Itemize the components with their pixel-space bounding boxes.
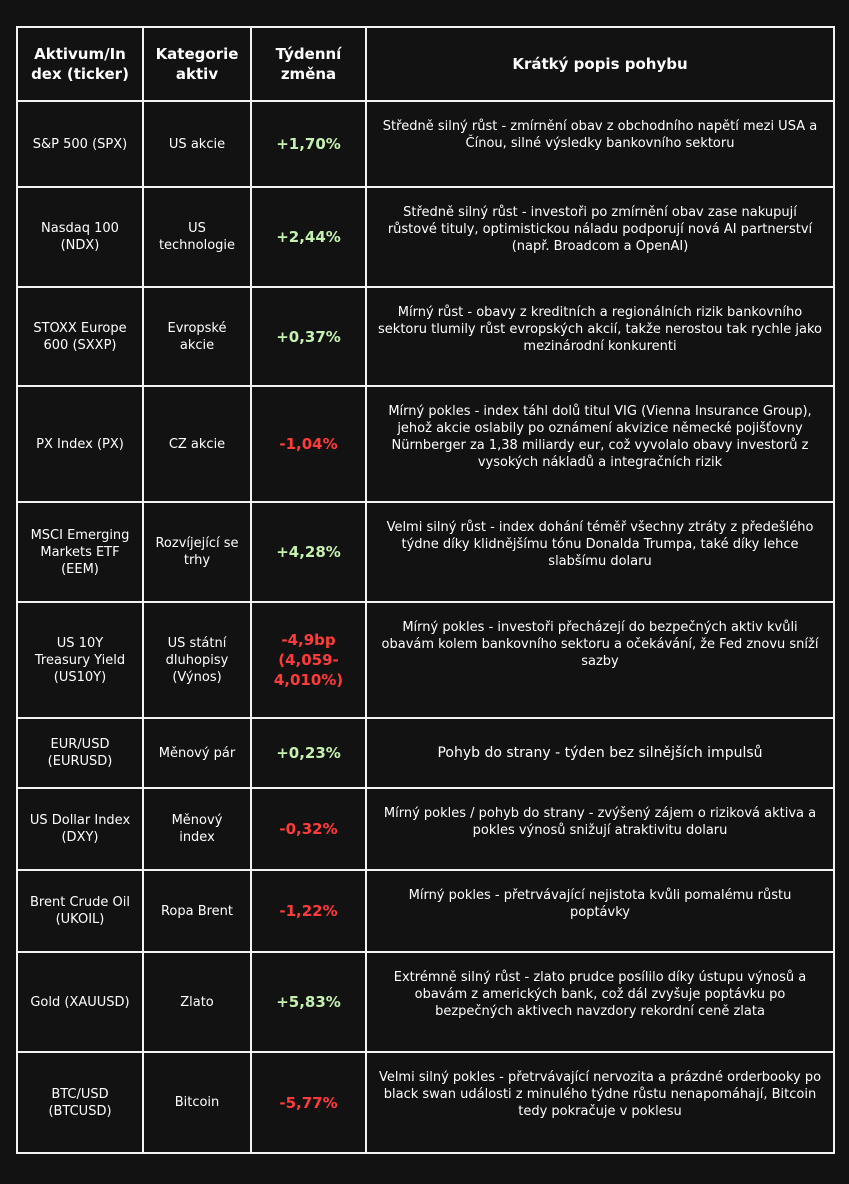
category-name: Rozvíjející se trhy [155, 536, 239, 568]
change-cell [251, 718, 366, 788]
header-description-label: Krátký popis pohybu [512, 55, 688, 73]
movement-description: Mírný pokles - investoři přecházejí do bezpečných aktiv kvůli obavám kolem bankovního sektoru a očekávání, že Fed znovu sníží sazby [381, 620, 819, 669]
header-change-label: Týdenní změna [275, 45, 342, 83]
description-cell [366, 602, 834, 718]
movement-description: Mírný růst - obavy z kreditních a regionálních rizik bankovního sektoru tlumily růst evropských akcií, takže nerostou tak rychle jako mezinárodní konkurenti [378, 305, 822, 354]
description-cell [366, 1052, 834, 1153]
movement-description: Velmi silný růst - index dohání téměř všechny ztráty z předešlého týdne díky klidnějšímu tónu Donalda Trumpa, také díky lehce slabšímu dolaru [386, 520, 814, 569]
category-name: Zlato [180, 994, 214, 1010]
asset-cell [17, 287, 143, 386]
category-name: US technologie [158, 221, 236, 253]
asset-name: US Dollar Index (DXY) [29, 813, 131, 845]
asset-name: BTC/USD (BTCUSD) [48, 1086, 112, 1119]
weekly-change: -1,04% [279, 435, 338, 453]
table-row [17, 718, 834, 788]
movement-description: Mírný pokles / pohyb do strany - zvýšený zájem o riziková aktiva a pokles výnosů snižují atraktivitu dolaru [383, 806, 817, 838]
category-cell [143, 870, 251, 952]
table-row [17, 187, 834, 287]
change-cell [251, 101, 366, 187]
header-row [17, 27, 834, 101]
description-cell [366, 952, 834, 1052]
category-cell [143, 602, 251, 718]
asset-cell [17, 101, 143, 187]
asset-name: Nasdaq 100 (NDX) [41, 221, 119, 253]
asset-cell [17, 187, 143, 287]
category-name: Evropské akcie [167, 320, 227, 353]
category-cell [143, 718, 251, 788]
change-cell [251, 386, 366, 502]
category-cell [143, 287, 251, 386]
category-name: US státní dluhopisy (Výnos) [165, 635, 229, 685]
category-cell [143, 952, 251, 1052]
description-cell [366, 386, 834, 502]
header-asset [17, 27, 143, 101]
table-row [17, 788, 834, 870]
change-cell [251, 1052, 366, 1153]
asset-name: EUR/USD (EURUSD) [47, 737, 113, 769]
change-cell [251, 187, 366, 287]
weekly-change: +5,83% [276, 993, 341, 1011]
change-cell [251, 952, 366, 1052]
asset-cell [17, 952, 143, 1052]
asset-cell [17, 1052, 143, 1153]
change-cell [251, 502, 366, 602]
header-description [366, 27, 834, 101]
category-name: US akcie [168, 136, 226, 152]
asset-cell [17, 602, 143, 718]
category-name: Ropa Brent [160, 903, 234, 919]
table-row [17, 952, 834, 1052]
weekly-change: +0,37% [276, 327, 341, 346]
header-category [143, 27, 251, 101]
asset-name: Gold (XAUUSD) [30, 994, 130, 1010]
table-row [17, 1052, 834, 1153]
change-cell [251, 870, 366, 952]
asset-name: Brent Crude Oil (UKOIL) [30, 895, 130, 927]
table-row [17, 101, 834, 187]
weekly-change: +4,28% [276, 543, 341, 561]
header-asset-label: Aktivum/In dex (ticker) [31, 45, 129, 83]
movement-description: Pohyb do strany - týden bez silnějších impulsů [437, 744, 763, 761]
weekly-change: -5,77% [279, 1093, 338, 1112]
weekly-change: +0,23% [276, 744, 341, 762]
category-name: Měnový index [171, 813, 223, 845]
description-cell [366, 870, 834, 952]
asset-cell [17, 502, 143, 602]
category-name: Měnový pár [158, 745, 236, 761]
market-table [16, 26, 835, 1154]
asset-cell [17, 870, 143, 952]
header-change [251, 27, 366, 101]
asset-name: PX Index (PX) [36, 436, 124, 452]
table-row [17, 287, 834, 386]
description-cell [366, 101, 834, 187]
weekly-change: +1,70% [276, 135, 341, 153]
weekly-change: -4,9bp (4,059- 4,010%) [273, 631, 344, 689]
movement-description: Středně silný růst - investoři po zmírnění obav zase nakupují růstové tituly, optimistickou náladu podporují nová AI partnerství (např. Broadcom a OpenAI) [387, 205, 813, 254]
category-cell [143, 502, 251, 602]
asset-name: US 10Y Treasury Yield (US10Y) [34, 635, 126, 685]
asset-cell [17, 718, 143, 788]
category-cell [143, 788, 251, 870]
category-cell [143, 187, 251, 287]
header-category-label: Kategorie aktiv [155, 45, 239, 83]
category-cell [143, 1052, 251, 1153]
category-name: Bitcoin [174, 1095, 220, 1110]
description-cell [366, 187, 834, 287]
movement-description: Středně silný růst - zmírnění obav z obchodního napětí mezi USA a Čínou, silné výsledky bankovního sektoru [382, 119, 818, 151]
asset-name: S&P 500 (SPX) [32, 136, 128, 152]
movement-description: Velmi silný pokles - přetrvávající nervozita a prázdné orderbooky po black swan události z minulého týdne růstu nenapomáhají, Bitcoin tedy pokračuje v poklesu [378, 1070, 822, 1119]
change-cell [251, 788, 366, 870]
movement-description: Mírný pokles - index táhl dolů titul VIG (Vienna Insurance Group), jehož akcie oslabily po oznámení akvizice německé pojišťovny Nürnberger za 1,38 miliardy eur, což vyvolalo obavy investorů z vysokých nákladů a integračních rizik [388, 404, 812, 470]
movement-description: Mírný pokles - přetrvávající nejistota kvůli pomalému růstu poptávky [408, 888, 792, 920]
table-row [17, 602, 834, 718]
asset-name: STOXX Europe 600 (SXXP) [33, 320, 127, 353]
weekly-change: -1,22% [279, 902, 338, 920]
table-row [17, 870, 834, 952]
category-cell [143, 386, 251, 502]
description-cell [366, 718, 834, 788]
description-cell [366, 788, 834, 870]
movement-description: Extrémně silný růst - zlato prudce posílilo díky ústupu výnosů a obavám z amerických bank, což dál zvyšuje poptávku po bezpečných aktivech navzdory rekordní ceně zlata [393, 970, 807, 1019]
table-row [17, 502, 834, 602]
asset-cell [17, 386, 143, 502]
asset-cell [17, 788, 143, 870]
change-cell [251, 287, 366, 386]
category-name: CZ akcie [168, 436, 226, 452]
description-cell [366, 502, 834, 602]
asset-name: MSCI Emerging Markets ETF (EEM) [30, 527, 130, 577]
table-row [17, 386, 834, 502]
weekly-change: -0,32% [279, 820, 338, 838]
description-cell [366, 287, 834, 386]
weekly-change: +2,44% [276, 228, 341, 246]
change-cell [251, 602, 366, 718]
category-cell [143, 101, 251, 187]
